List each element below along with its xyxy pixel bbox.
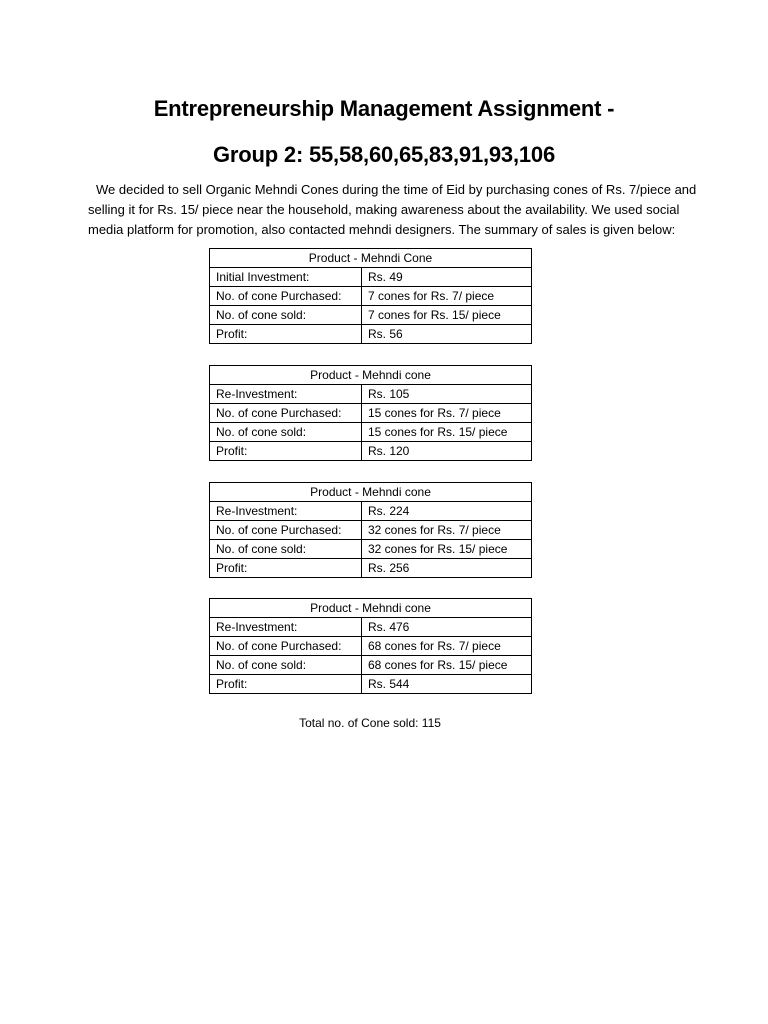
row-label: Profit:: [210, 675, 362, 694]
table-header: Product - Mehndi cone: [210, 366, 532, 385]
intro-paragraph: [88, 180, 697, 240]
row-value: 32 cones for Rs. 7/ piece: [362, 521, 532, 540]
row-label: No. of cone Purchased:: [210, 521, 362, 540]
sales-table-3: [209, 482, 532, 578]
table-row: [210, 502, 532, 521]
intro-line: selling it for Rs. 15/ piece near the household, making awareness about the availability. We used social: [88, 202, 680, 217]
row-label: Initial Investment:: [210, 268, 362, 287]
row-value: Rs. 476: [362, 618, 532, 637]
table-row: [210, 423, 532, 442]
row-label: Profit:: [210, 325, 362, 344]
table-header: Product - Mehndi cone: [210, 483, 532, 502]
sales-table-1: [209, 248, 532, 344]
row-label: Re-Investment:: [210, 385, 362, 404]
table-header: Product - Mehndi Cone: [210, 249, 532, 268]
row-label: No. of cone sold:: [210, 306, 362, 325]
row-value: Rs. 224: [362, 502, 532, 521]
table-row: [210, 540, 532, 559]
intro-line: We decided to sell Organic Mehndi Cones during the time of Eid by purchasing cones of Rs. 7/piece and: [96, 182, 697, 197]
row-value: 15 cones for Rs. 15/ piece: [362, 423, 532, 442]
row-value: Rs. 544: [362, 675, 532, 694]
total-cones-sold: Total no. of Cone sold: 115: [299, 716, 441, 730]
row-label: No. of cone sold:: [210, 423, 362, 442]
table-row: [210, 287, 532, 306]
row-value: 68 cones for Rs. 7/ piece: [362, 637, 532, 656]
row-label: Profit:: [210, 442, 362, 461]
row-label: No. of cone Purchased:: [210, 637, 362, 656]
row-value: Rs. 49: [362, 268, 532, 287]
table-row: [210, 442, 532, 461]
table-row: [210, 268, 532, 287]
row-label: No. of cone Purchased:: [210, 404, 362, 423]
table-row: [210, 675, 532, 694]
table-row: [210, 404, 532, 423]
document-title: Entrepreneurship Management Assignment -: [153, 96, 615, 121]
row-value: Rs. 256: [362, 559, 532, 578]
table-row: [210, 306, 532, 325]
intro-line: media platform for promotion, also contacted mehndi designers. The summary of sales is given below:: [88, 222, 676, 237]
table-row: [210, 325, 532, 344]
row-value: Rs. 105: [362, 385, 532, 404]
table-row: [210, 521, 532, 540]
row-value: 68 cones for Rs. 15/ piece: [362, 656, 532, 675]
table-row: [210, 656, 532, 675]
row-value: Rs. 120: [362, 442, 532, 461]
row-value: 32 cones for Rs. 15/ piece: [362, 540, 532, 559]
row-value: 7 cones for Rs. 7/ piece: [362, 287, 532, 306]
table-row: [210, 637, 532, 656]
row-label: No. of cone Purchased:: [210, 287, 362, 306]
row-value: 7 cones for Rs. 15/ piece: [362, 306, 532, 325]
sales-table-2: [209, 365, 532, 461]
table-row: [210, 559, 532, 578]
row-label: No. of cone sold:: [210, 540, 362, 559]
sales-table-4: [209, 598, 532, 694]
row-label: No. of cone sold:: [210, 656, 362, 675]
row-label: Profit:: [210, 559, 362, 578]
row-label: Re-Investment:: [210, 502, 362, 521]
group-title: Group 2: 55,58,60,65,83,91,93,106: [213, 142, 555, 167]
table-row: [210, 385, 532, 404]
row-value: 15 cones for Rs. 7/ piece: [362, 404, 532, 423]
row-value: Rs. 56: [362, 325, 532, 344]
row-label: Re-Investment:: [210, 618, 362, 637]
table-header: Product - Mehndi cone: [210, 599, 532, 618]
table-row: [210, 618, 532, 637]
